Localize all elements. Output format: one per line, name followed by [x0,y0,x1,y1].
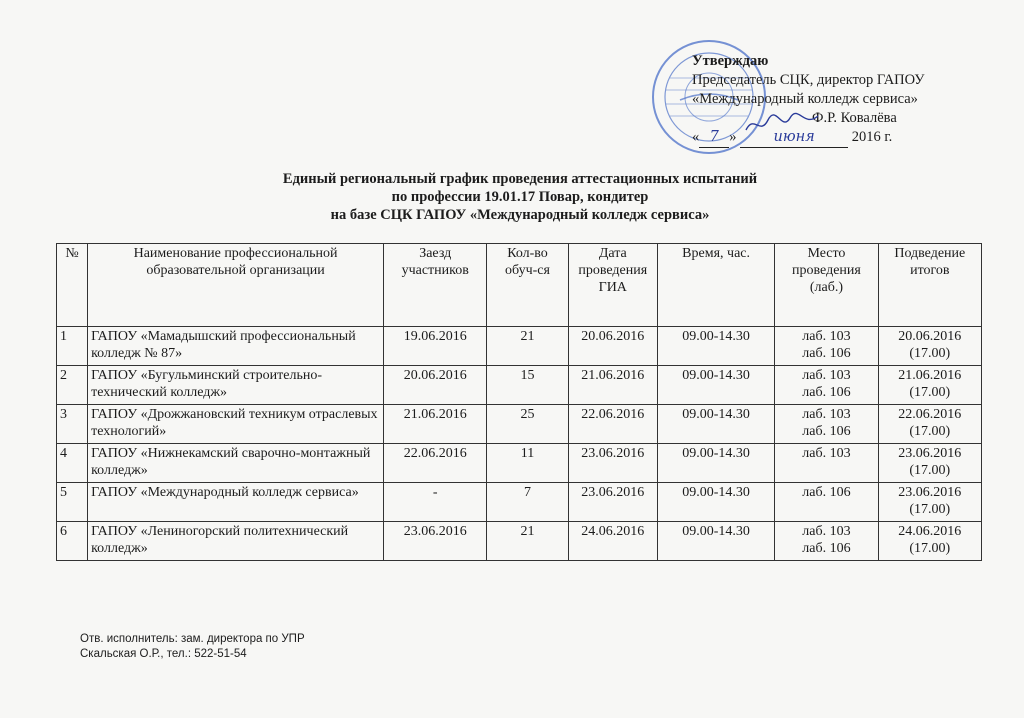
cell-place [775,483,878,522]
cell-organization: ГАПОУ «Мамадышский профессиональный колледж № 87» [88,327,384,366]
place-lab: лаб. 106 [802,424,851,439]
schedule-table [56,243,982,561]
table-row [57,405,982,444]
place-lab: лаб. 106 [802,541,851,556]
approval-signer: Ф.Р. Ковалёва [812,110,897,126]
cell-number: 5 [57,483,88,522]
cell-exam-date: 22.06.2016 [568,405,657,444]
cell-time: 09.00-14.30 [657,366,774,405]
approval-heading: Утверждаю [692,53,769,69]
table-row [57,483,982,522]
handwritten-signature [742,108,822,138]
place-lab: лаб. 103 [802,368,851,383]
place-lab: лаб. 106 [802,485,851,500]
approval-month: июня [740,128,848,148]
approval-organization: «Международный колледж сервиса» [692,91,918,107]
header-results: Подведение итогов [878,244,981,327]
cell-results [878,444,981,483]
header-arrival: Заезд участников [384,244,487,327]
cell-count: 21 [487,327,568,366]
table-row [57,327,982,366]
cell-place [775,405,878,444]
approval-day: 7 [699,128,729,148]
header-number: № [57,244,88,327]
cell-number: 6 [57,522,88,561]
place-lab: лаб. 103 [802,446,851,461]
approval-year: 2016 г. [851,129,893,145]
cell-exam-date: 24.06.2016 [568,522,657,561]
document-title: Единый региональный график проведения аттестационных испытаний по профессии 19.01.17 Повар, кондитер на базе СЦК ГАПОУ «Международный колледж сервиса» [282,171,758,223]
table-header-row [57,244,982,327]
header-place: Место проведения (лаб.) [775,244,878,327]
header-time: Время, час. [657,244,774,327]
approval-position: Председатель СЦК, директор ГАПОУ [692,72,925,88]
cell-exam-date: 20.06.2016 [568,327,657,366]
place-lab: лаб. 106 [802,346,851,361]
approval-date: « 7 » июня 2016 г. [692,128,992,148]
cell-number: 2 [57,366,88,405]
bleed-through-text [362,52,622,68]
cell-exam-date: 23.06.2016 [568,483,657,522]
table-row [57,444,982,483]
cell-exam-date: 23.06.2016 [568,444,657,483]
cell-count: 21 [487,522,568,561]
place-lab: лаб. 103 [802,407,851,422]
results-value: (17.00) [909,463,951,478]
approval-block [692,52,992,148]
cell-arrival: 20.06.2016 [384,366,487,405]
cell-time: 09.00-14.30 [657,444,774,483]
cell-number: 3 [57,405,88,444]
responsible-person-footer: Отв. исполнитель: зам. директора по УПР Скальская О.Р., тел.: 522-51-54 [80,633,305,660]
results-value: (17.00) [909,346,951,361]
cell-number: 1 [57,327,88,366]
cell-results [878,366,981,405]
cell-count: 11 [487,444,568,483]
cell-exam-date: 21.06.2016 [568,366,657,405]
results-value: (17.00) [909,385,951,400]
cell-time: 09.00-14.30 [657,483,774,522]
cell-results [878,483,981,522]
cell-count: 15 [487,366,568,405]
cell-results [878,522,981,561]
cell-arrival: 21.06.2016 [384,405,487,444]
place-lab: лаб. 103 [802,329,851,344]
cell-place [775,366,878,405]
cell-place [775,444,878,483]
cell-time: 09.00-14.30 [657,327,774,366]
cell-arrival: 23.06.2016 [384,522,487,561]
table-row [57,522,982,561]
cell-organization: ГАПОУ «Бугульминский строительно-технический колледж» [88,366,384,405]
cell-place [775,327,878,366]
cell-organization: ГАПОУ «Нижнекамский сварочно-монтажный колледж» [88,444,384,483]
header-count: Кол-во обуч-ся [487,244,568,327]
cell-time: 09.00-14.30 [657,405,774,444]
results-value: (17.00) [909,541,951,556]
cell-arrival: - [384,483,487,522]
results-value: (17.00) [909,502,951,517]
cell-place [775,522,878,561]
results-value: 23.06.2016 [898,485,962,500]
table-row [57,366,982,405]
cell-organization: ГАПОУ «Дрожжановский техникум отраслевых технологий» [88,405,384,444]
cell-results [878,405,981,444]
results-value: 20.06.2016 [898,329,962,344]
cell-organization: ГАПОУ «Международный колледж сервиса» [88,483,384,522]
header-exam-date: Дата проведения ГИА [568,244,657,327]
results-value: (17.00) [909,424,951,439]
cell-time: 09.00-14.30 [657,522,774,561]
place-lab: лаб. 103 [802,524,851,539]
cell-number: 4 [57,444,88,483]
cell-organization: ГАПОУ «Лениногорский политехнический колледж» [88,522,384,561]
results-value: 23.06.2016 [898,446,962,461]
results-value: 21.06.2016 [898,368,962,383]
cell-arrival: 22.06.2016 [384,444,487,483]
place-lab: лаб. 106 [802,385,851,400]
results-value: 24.06.2016 [898,524,962,539]
cell-arrival: 19.06.2016 [384,327,487,366]
results-value: 22.06.2016 [898,407,962,422]
cell-results [878,327,981,366]
cell-count: 7 [487,483,568,522]
cell-count: 25 [487,405,568,444]
header-organization: Наименование профессиональной образовательной организации [88,244,384,327]
